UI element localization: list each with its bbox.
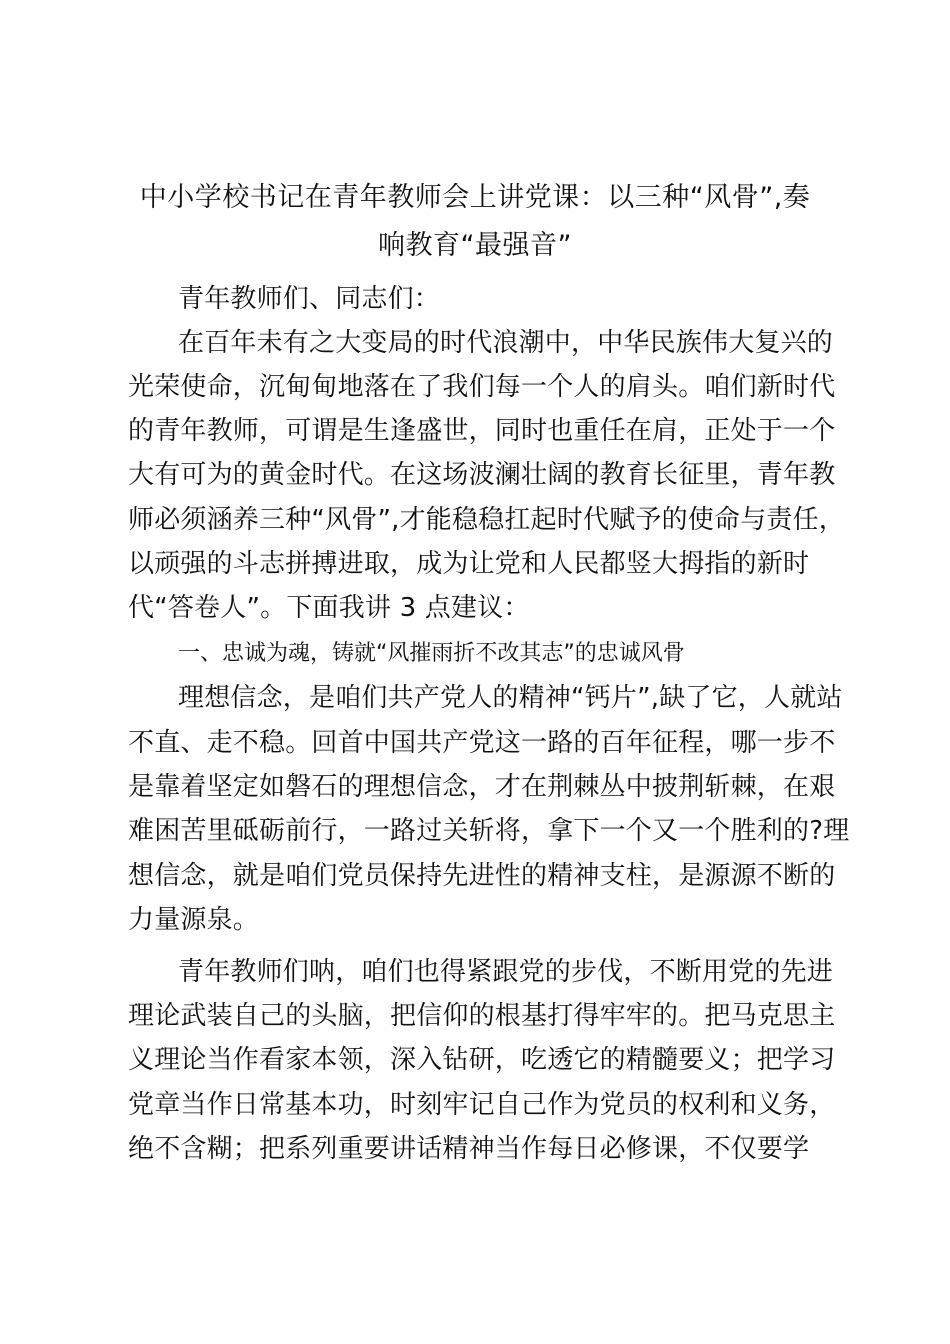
- paragraph-1-line: 光荣使命，沉甸甸地落在了我们每一个人的肩头。咱们新时代: [128, 372, 836, 402]
- paragraph-3-line: 党章当作日常基本功，时刻牢记自己作为党员的权利和义务，: [128, 1090, 836, 1120]
- section-1-heading: 一、忠诚为魂，铸就“风摧雨折不改其志”的忠诚风骨: [178, 641, 685, 666]
- paragraph-2-line: 难困苦里砥砺前行，一路过关斩将，拿下一个又一个胜利的?理: [128, 816, 850, 846]
- paragraph-1-line: 在百年未有之大变局的时代浪潮中，中华民族伟大复兴的: [178, 328, 834, 358]
- paragraph-1-line: 的青年教师，可谓是生逢盛世，同时也重任在肩，正处于一个: [128, 416, 836, 446]
- paragraph-3-line: 理论武装自己的头脑，把信仰的根基打得牢牢的。把马克思主: [128, 1001, 836, 1031]
- paragraph-1-line: 师必须涵养三种“风骨”,才能稳稳扛起时代赋予的使命与责任，: [128, 505, 846, 535]
- paragraph-2-line: 是靠着坚定如磐石的理想信念，才在荆棘丛中披荆斩棘，在艰: [128, 772, 836, 802]
- paragraph-2-line: 想信念，就是咱们党员保持先进性的精神支柱，是源源不断的: [128, 861, 836, 891]
- paragraph-1-line: 代“答卷人”。下面我讲 3 点建议：: [128, 593, 530, 623]
- paragraph-3-line: 义理论当作看家本领，深入钻研，吃透它的精髓要义；把学习: [128, 1045, 836, 1075]
- paragraph-2-line: 理想信念，是咱们共产党人的精神“钙片”,缺了它，人就站: [178, 683, 843, 713]
- paragraph-3-line: 青年教师们呐，咱们也得紧跟党的步伐，不断用党的先进: [178, 957, 834, 987]
- paragraph-3-line: 绝不含糊；把系列重要讲话精神当作每日必修课，不仅要学: [128, 1134, 810, 1164]
- paragraph-1-line: 大有可为的黄金时代。在这场波澜壮阔的教育长征里，青年教: [128, 460, 836, 490]
- paragraph-2-line: 力量源泉。: [128, 905, 260, 935]
- greeting: 青年教师们、同志们：: [178, 284, 441, 314]
- paragraph-2-line: 不直、走不稳。回首中国共产党这一路的百年征程，哪一步不: [128, 728, 836, 758]
- document-title-line-1: 中小学校书记在青年教师会上讲党课：以三种“风骨”,奏: [139, 182, 811, 213]
- paragraph-1-line: 以顽强的斗志拼搏进取，成为让党和人民都竖大拇指的新时: [128, 549, 810, 579]
- document-title-line-2: 响教育“最强音”: [378, 230, 572, 261]
